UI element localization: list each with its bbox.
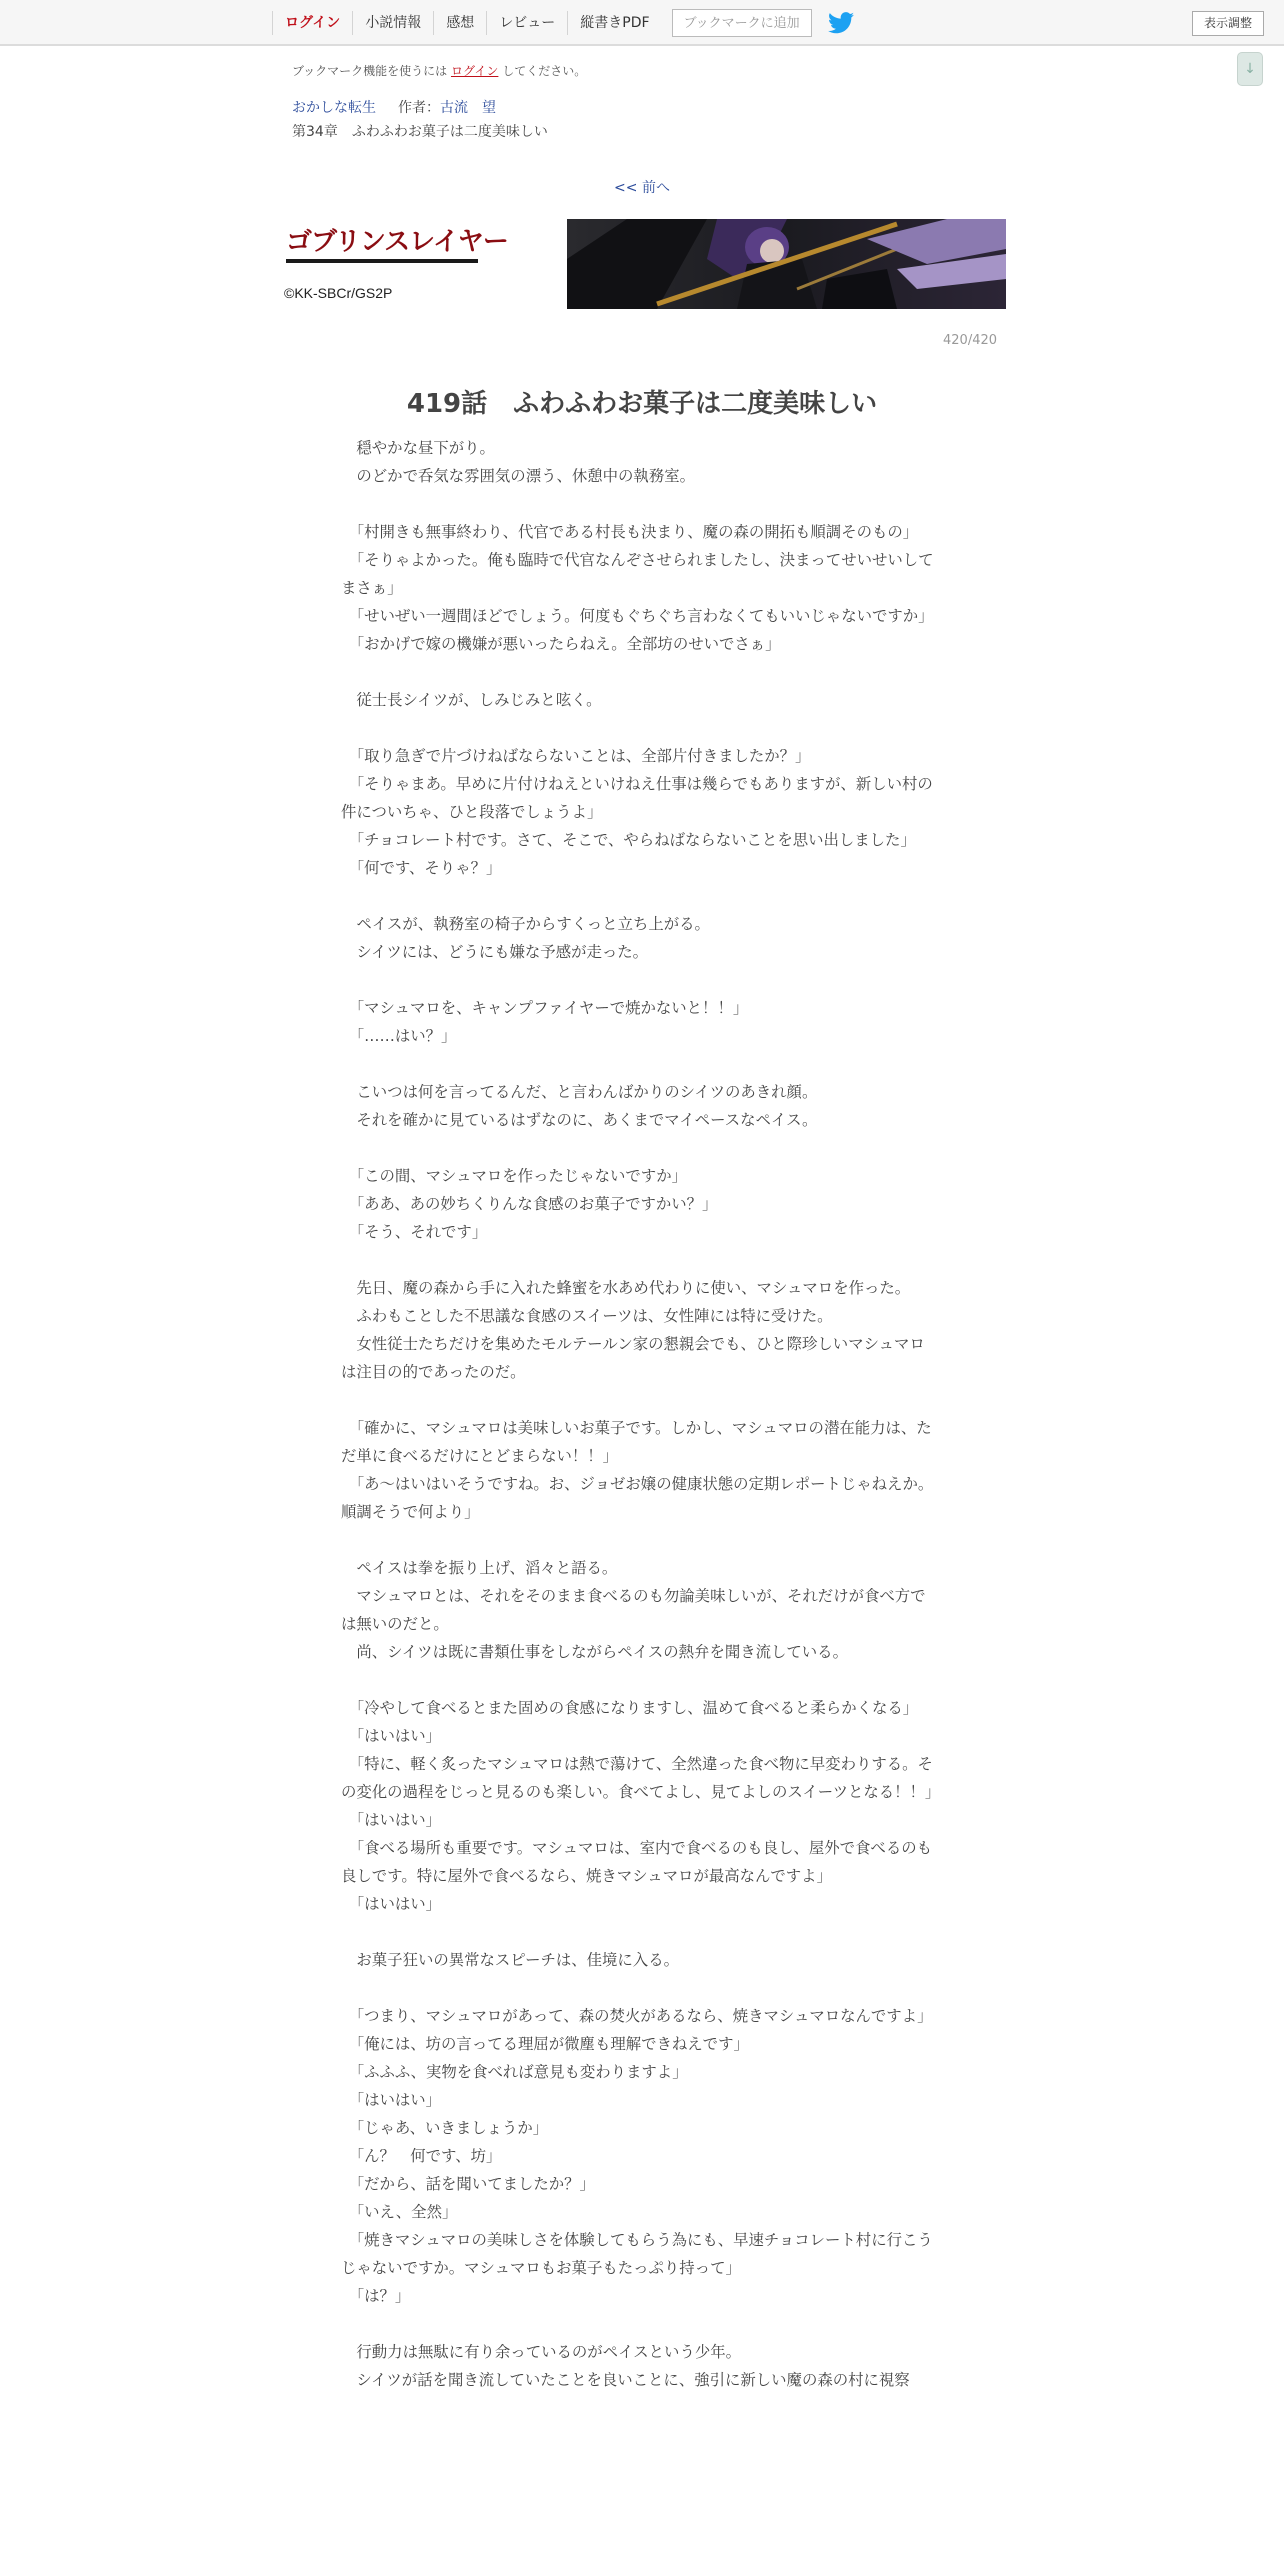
top-navigation-bar	[0, 0, 1284, 46]
novel-paragraph-line: 「はいはい」	[341, 1727, 442, 1745]
novel-paragraph-line: 「取り急ぎで片づけねばならないことは、全部片付きましたか？」	[341, 747, 811, 765]
twitter-icon[interactable]	[828, 12, 854, 34]
banner-logo-underline	[286, 259, 478, 263]
novel-paragraph-line: 従士長シイツが、しみじみと呟く。	[341, 691, 602, 709]
blank-line	[341, 1134, 936, 1162]
blank-line	[341, 1918, 936, 1946]
novel-paragraph-line: 「俺には、坊の言ってる理屈が微塵も理解できねえです」	[341, 2035, 749, 2053]
novel-paragraph-line: 尚、シイツは既に書類仕事をしながらペイスの熱弁を聞き流している。	[341, 1643, 848, 1661]
novel-paragraph-line: 「せいぜい一週間ほどでしょう。何度もぐちぐち言わなくてもいいじゃないですか」	[341, 607, 934, 625]
novel-paragraph-line: シイツが話を聞き流していたことを良いことに、強引に新しい魔の森の村に視察	[341, 2371, 910, 2389]
novel-paragraph-line: 先日、魔の森から手に入れた蜂蜜を水あめ代わりに使い、マシュマロを作った。	[341, 1279, 911, 1297]
scroll-down-button[interactable]: ↓	[1237, 52, 1263, 86]
ad-banner[interactable]	[284, 219, 1006, 309]
novel-paragraph-line: 「だから、話を聞いてましたか？」	[341, 2175, 595, 2193]
novel-paragraph-line: 「村開きも無事終わり、代官である村長も決まり、魔の森の開拓も順調そのもの」	[341, 523, 919, 541]
novel-paragraph-line: 「確かに、マシュマロは美味しいお菓子です。しかし、マシュマロの潜在能力は、ただ単に食べるだけにとどまらない！！」	[341, 1419, 932, 1465]
novel-paragraph-line: 「特に、軽く炙ったマシュマロは熱で蕩けて、全然違った食べ物に早変わりする。その変化の過程をじっと見るのも楽しい。食べてよし、見てよしのスイーツとなる！！」	[341, 1755, 941, 1801]
novel-paragraph-line: 「いえ、全然」	[341, 2203, 458, 2221]
prev-page-row	[0, 177, 1284, 197]
novel-paragraph-line: 「はいはい」	[341, 1895, 442, 1913]
novel-paragraph-line: 「焼きマシュマロの美味しさを体験してもらう為にも、早速チョコレート村に行こうじゃないですか。マシュマロもお菓子もたっぷり持って」	[341, 2231, 933, 2277]
blank-line	[341, 1246, 936, 1274]
blank-line	[341, 658, 936, 686]
blank-line	[341, 1050, 936, 1078]
blank-line	[341, 1666, 936, 1694]
bookmark-login-notice	[292, 62, 586, 79]
blank-line	[341, 1974, 936, 2002]
author-link[interactable]: 古流 望	[440, 100, 496, 116]
novel-paragraph-line: 「はいはい」	[341, 1811, 442, 1829]
novel-paragraph-line: シイツには、どうにも嫌な予感が走った。	[341, 943, 649, 961]
series-title-link[interactable]: おかしな転生	[292, 100, 376, 116]
novel-paragraph-line: 「はいはい」	[341, 2091, 442, 2109]
nav-login-link[interactable]: ログイン	[272, 11, 352, 35]
banner-logo-text: ゴブリンスレイヤー	[286, 227, 508, 257]
novel-paragraph-line: ペイスは拳を振り上げ、滔々と語る。	[341, 1559, 618, 1577]
page-counter: 420/420	[943, 333, 998, 348]
blank-line	[341, 490, 936, 518]
banner-copyright: ©KK-SBCr/GS2P	[284, 285, 393, 301]
novel-paragraph-line: こいつは何を言ってるんだ、と言わんばかりのシイツのあきれ顔。	[341, 1083, 818, 1101]
novel-paragraph-line: 「あ～はいはいそうですね。お、ジョゼお嬢の健康状態の定期レポートじゃねえか。順調そうで何より」	[341, 1475, 934, 1521]
novel-paragraph-line: ペイスが、執務室の椅子からすくっと立ち上がる。	[341, 915, 710, 933]
novel-paragraph-line: 「ふふふ、実物を食べれば意見も変わりますよ」	[341, 2063, 688, 2081]
series-info	[292, 97, 496, 117]
nav-impressions-link[interactable]: 感想	[433, 11, 486, 35]
episode-title: 419話 ふわふわお菓子は二度美味しい	[406, 389, 878, 420]
novel-paragraph-line: 「そりゃまあ。早めに片付けねえといけねえ仕事は幾らでもありますが、新しい村の件についちゃ、ひと段落でしょうよ」	[341, 775, 933, 821]
novel-paragraph-line: 「そりゃよかった。俺も臨時で代官なんぞさせられましたし、決まってせいせいしてまさぁ」	[341, 551, 934, 597]
novel-paragraph-line: マシュマロとは、それをそのまま食べるのも勿論美味しいが、それだけが食べ方では無いのだと。	[341, 1587, 926, 1633]
novel-paragraph-line: 「つまり、マシュマロがあって、森の焚火があるなら、焼きマシュマロなんですよ」	[341, 2007, 933, 2025]
novel-paragraph-line: 「じゃあ、いきましょうか」	[341, 2119, 549, 2137]
nav-vertical-pdf-link[interactable]: 縦書きPDF	[567, 11, 661, 35]
blank-line	[341, 714, 936, 742]
prev-page-link[interactable]: << 前へ	[614, 180, 670, 196]
novel-paragraph-line: 女性従士たちだけを集めたモルテールン家の懇親会でも、ひと際珍しいマシュマロは注目の的であったのだ。	[341, 1335, 925, 1381]
banner-character-art	[567, 219, 1006, 309]
novel-paragraph-line: お菓子狂いの異常なスピーチは、佳境に入る。	[341, 1951, 679, 1969]
novel-paragraph-line: 「冷やして食べるとまた固めの食感になりますし、温めて食べると柔らかくなる」	[341, 1699, 919, 1717]
novel-paragraph-line: のどかで呑気な雰囲気の漂う、休憩中の執務室。	[341, 467, 695, 485]
novel-paragraph-line: 「……はい？」	[341, 1027, 457, 1045]
novel-paragraph-line: 「何です、そりゃ？」	[341, 859, 502, 877]
novel-paragraph-line: 「そう、それです」	[341, 1223, 488, 1241]
novel-paragraph-line: 「ん？ 何です、坊」	[341, 2147, 502, 2165]
novel-paragraph-line: 「マシュマロを、キャンプファイヤーで焼かないと！！」	[341, 999, 749, 1017]
nav-menu	[272, 0, 854, 46]
author-label: 作者：	[398, 100, 440, 116]
novel-paragraph-line: 穏やかな昼下がり。	[341, 439, 495, 457]
novel-paragraph-line: 「この間、マシュマロを作ったじゃないですか」	[341, 1167, 687, 1185]
blank-line	[341, 966, 936, 994]
blank-line	[341, 1386, 936, 1414]
notice-text-before: ブックマーク機能を使うには	[292, 64, 451, 78]
display-settings-button[interactable]: 表示調整	[1192, 11, 1264, 36]
blank-line	[341, 2310, 936, 2338]
novel-paragraph-line: 「は？」	[341, 2287, 411, 2305]
chapter-title: 第34章 ふわふわお菓子は二度美味しい	[292, 124, 548, 140]
notice-text-after: してください。	[498, 64, 587, 78]
add-bookmark-button[interactable]: ブックマークに追加	[672, 9, 812, 37]
blank-line	[341, 882, 936, 910]
novel-paragraph-line: 「チョコレート村です。さて、そこで、やらねばならないことを思い出しました」	[341, 831, 916, 849]
nav-novel-info-link[interactable]: 小説情報	[352, 11, 433, 35]
novel-body-text	[341, 434, 941, 2394]
novel-paragraph-line: 「食べる場所も重要です。マシュマロは、室内で食べるのも良し、屋外で食べるのも良しです。特に屋外で食べるなら、焼きマシュマロが最高なんですよ」	[341, 1839, 932, 1885]
nav-review-link[interactable]: レビュー	[486, 11, 567, 35]
blank-line	[341, 1526, 936, 1554]
novel-paragraph-line: ふわもことした不思議な食感のスイーツは、女性陣には特に受けた。	[341, 1307, 833, 1325]
notice-login-link[interactable]: ログイン	[450, 64, 499, 78]
novel-paragraph-line: 「おかげで嫁の機嫌が悪いったらねえ。全部坊のせいでさぁ」	[341, 635, 781, 653]
novel-paragraph-line: それを確かに見ているはずなのに、あくまでマイペースなペイス。	[341, 1111, 818, 1129]
novel-paragraph-line: 行動力は無駄に有り余っているのがペイスという少年。	[341, 2343, 742, 2361]
novel-paragraph-line: 「ああ、あの妙ちくりんな食感のお菓子ですかい？」	[341, 1195, 718, 1213]
